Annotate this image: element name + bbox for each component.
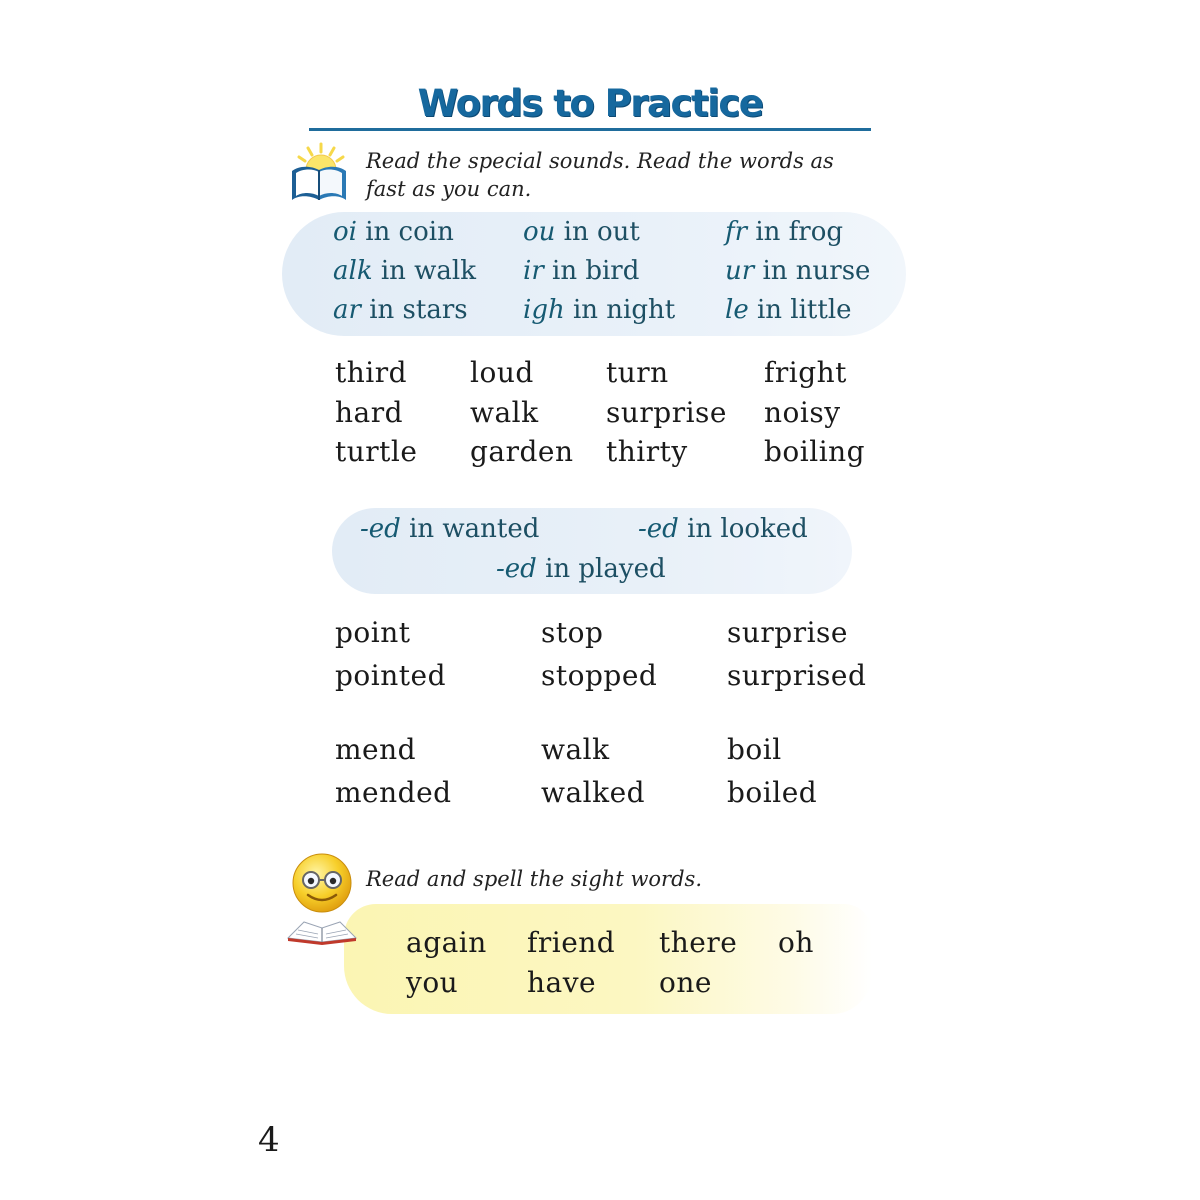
sound-item: igh in night (523, 295, 676, 325)
sound-item: ir in bird (523, 256, 640, 286)
practice-word: thirty (606, 435, 688, 468)
page-title: Words to Practice (417, 82, 763, 125)
practice-word: noisy (764, 396, 841, 429)
practice-word: turtle (335, 435, 418, 468)
practice-word: boiling (764, 435, 866, 468)
sound-item: oi in coin (333, 217, 454, 247)
practice-word: fright (764, 356, 847, 389)
ed-word: pointed (335, 659, 447, 692)
sight-word: again (406, 926, 487, 959)
sound-item: alk in walk (333, 256, 476, 286)
practice-word: turn (606, 356, 669, 389)
sight-word: oh (778, 926, 814, 959)
page-number: 4 (258, 1120, 280, 1160)
practice-word: garden (470, 435, 574, 468)
sight-word: one (659, 966, 712, 999)
practice-word: hard (335, 396, 404, 429)
ed-word: stop (541, 616, 604, 649)
title-rule (309, 128, 871, 131)
open-book-sun-icon (286, 140, 352, 206)
instruction-text: Read the special sounds. Read the words as fast as you can. (366, 149, 834, 201)
sight-word: there (659, 926, 738, 959)
sight-word: friend (527, 926, 616, 959)
sound-item: le in little (725, 295, 852, 325)
ed-word: surprise (727, 616, 848, 649)
practice-word: walk (470, 396, 539, 429)
ed-word: stopped (541, 659, 658, 692)
practice-word: loud (470, 356, 534, 389)
ed-word: walked (541, 776, 646, 809)
ed-word: mend (335, 733, 417, 766)
ed-word: point (335, 616, 411, 649)
ed-sound-item: -ed in played (496, 554, 666, 584)
sight-word: have (527, 966, 597, 999)
sound-item: ou in out (523, 217, 640, 247)
ed-sound-item: -ed in wanted (360, 514, 540, 544)
ed-word: surprised (727, 659, 867, 692)
sound-item: fr in frog (725, 217, 844, 247)
ed-word: mended (335, 776, 452, 809)
ed-word: boiled (727, 776, 818, 809)
practice-word: third (335, 356, 408, 389)
practice-word: surprise (606, 396, 727, 429)
sight-word: you (406, 966, 459, 999)
ed-sound-item: -ed in looked (638, 514, 808, 544)
smiley-glasses-book-icon (286, 850, 358, 946)
sound-item: ar in stars (333, 295, 468, 325)
ed-word: boil (727, 733, 782, 766)
sight-words-instruction: Read and spell the sight words. (366, 867, 702, 891)
sound-item: ur in nurse (725, 256, 871, 286)
ed-word: walk (541, 733, 610, 766)
